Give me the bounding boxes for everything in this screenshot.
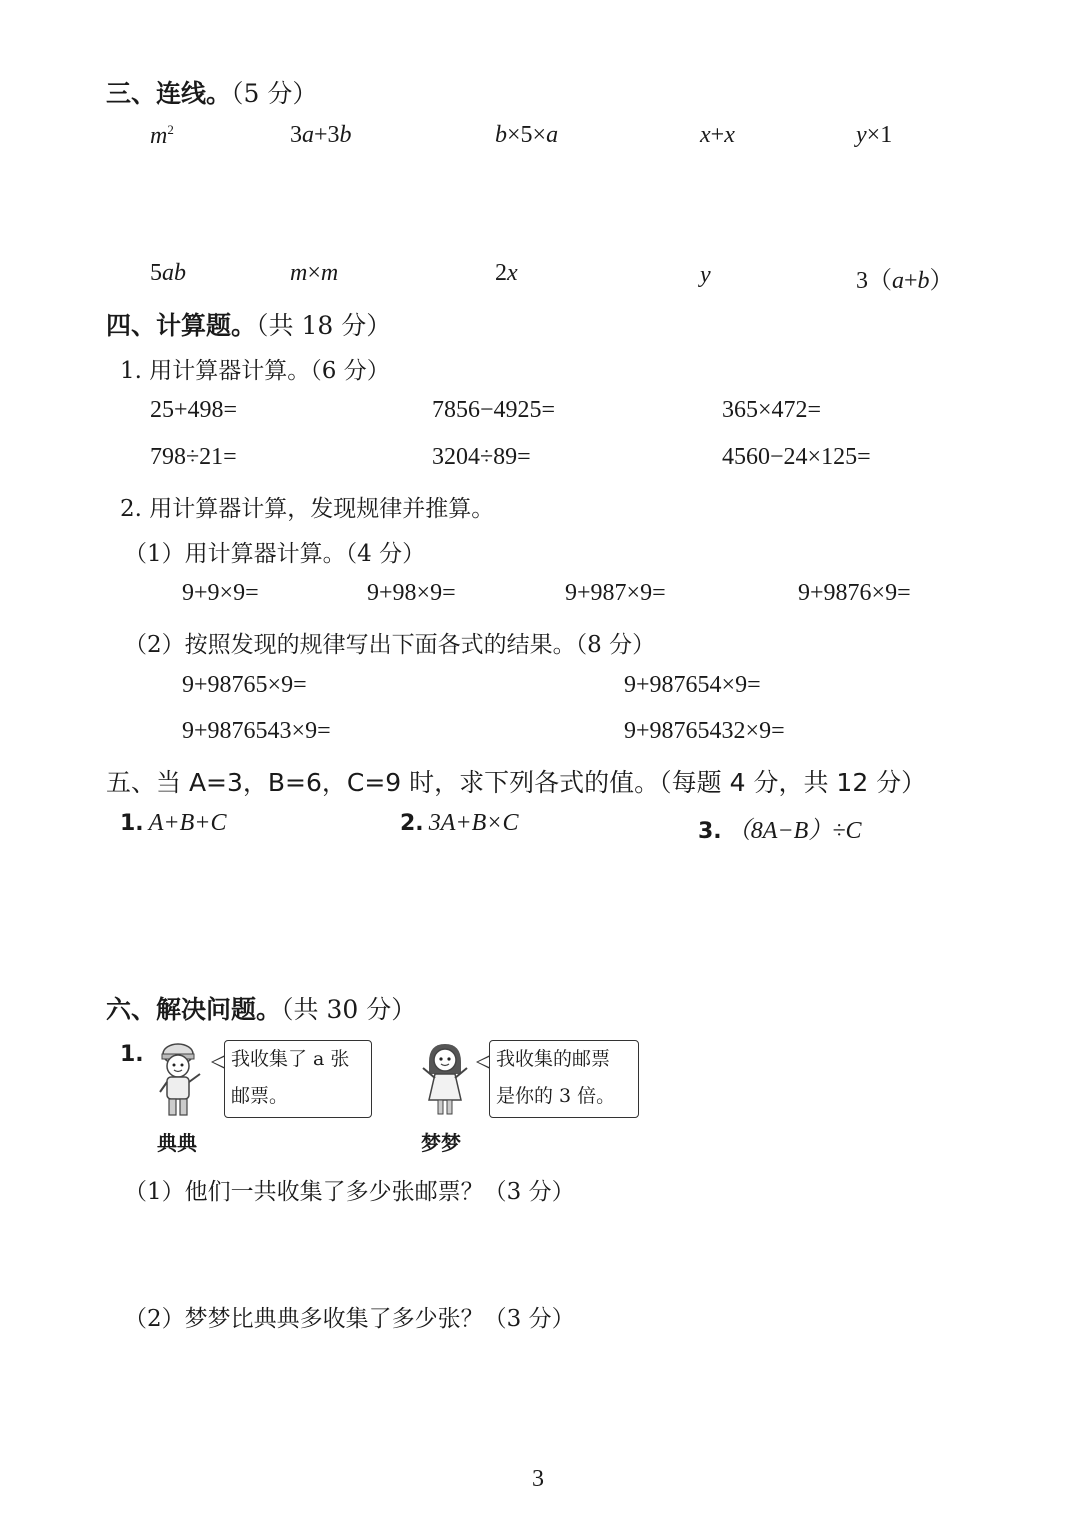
pattern-4: 9+9876×9=	[798, 580, 911, 606]
match-top-4[interactable]: x+x	[700, 122, 735, 148]
eval-item-2	[400, 810, 518, 837]
q1-label: 1. 用计算器计算。（6 分）	[120, 358, 390, 384]
eval-num-1: 1.	[120, 811, 144, 836]
section4-points: （共 18 分）	[256, 311, 392, 340]
section6-heading	[106, 990, 416, 1026]
eval-num-2: 2.	[400, 811, 424, 836]
infer-4: 9+98765432×9=	[624, 718, 785, 744]
calc-2-2: 3204÷89=	[432, 444, 531, 470]
q2-sub1-label: （1）用计算器计算。（4 分）	[124, 541, 426, 567]
section3-points: （5 分）	[231, 79, 318, 108]
section5-title: 五、当 A=3，B=6，C=9 时，求下列各式的值。（每题 4 分，共 12 分）	[106, 768, 927, 797]
section3-heading	[106, 74, 317, 110]
section6-title: 六、解决问题。	[106, 995, 282, 1024]
boy-character-illustration	[150, 1040, 206, 1120]
pattern-1: 9+9×9=	[182, 580, 259, 606]
pattern-3: 9+987×9=	[565, 580, 666, 606]
bubble-tail-girl	[476, 1055, 490, 1069]
match-top-3[interactable]: b×5×a	[495, 122, 559, 148]
bubble-tail-boy	[211, 1055, 225, 1069]
calc-1-1: 25+498=	[150, 397, 238, 423]
match-top-2[interactable]: 3a+3b	[290, 122, 352, 148]
match-bottom-5[interactable]: 3（a+b）	[856, 268, 954, 294]
speech-bubble-girl	[489, 1040, 639, 1118]
section4-title: 四、计算题。	[106, 311, 257, 340]
bubble1-line2: 邮票。	[231, 1085, 289, 1107]
pattern-2: 9+98×9=	[367, 580, 456, 606]
q2-sub2-label: （2）按照发现的规律写出下面各式的结果。（8 分）	[124, 632, 656, 658]
name-diandian: 典典	[157, 1131, 197, 1155]
infer-3: 9+9876543×9=	[182, 718, 331, 744]
calc-2-1: 798÷21=	[150, 444, 237, 470]
match-bottom-3[interactable]: 2x	[495, 260, 518, 286]
eval-expr-1: A+B+C	[148, 810, 227, 836]
eval-item-3	[698, 810, 861, 845]
bubble2-line2: 是你的 3 倍。	[496, 1085, 616, 1107]
s6-sub1: （1）他们一共收集了多少张邮票？（3 分）	[124, 1179, 575, 1205]
speech-bubble-boy	[224, 1040, 372, 1118]
calc-1-2: 7856−4925=	[432, 397, 556, 423]
match-bottom-4[interactable]: y	[700, 262, 711, 288]
s6-sub2: （2）梦梦比典典多收集了多少张？（3 分）	[124, 1306, 575, 1332]
page-number: 3	[532, 1466, 544, 1492]
bubble1-line1: 我收集了 a 张	[231, 1048, 350, 1070]
section3-title: 三、连线。	[106, 79, 232, 108]
q2-label: 2. 用计算器计算，发现规律并推算。	[120, 496, 495, 522]
match-bottom-1[interactable]: 5ab	[150, 260, 186, 286]
eval-item-1	[120, 810, 226, 837]
match-top-1[interactable]: $m^2$	[150, 122, 174, 149]
calc-2-3: 4560−24×125=	[722, 444, 871, 470]
girl-character-illustration	[415, 1040, 475, 1120]
eval-expr-3: （8A−B）÷C	[726, 818, 862, 844]
eval-num-3: 3.	[698, 819, 722, 844]
infer-2: 9+987654×9=	[624, 672, 761, 698]
eval-expr-2: 3A+B×C	[428, 810, 519, 836]
s6-q1-num: 1.	[120, 1042, 144, 1067]
infer-1: 9+98765×9=	[182, 672, 307, 698]
match-bottom-2[interactable]: m×m	[290, 260, 339, 286]
section6-points: （共 30 分）	[281, 995, 417, 1024]
name-mengmeng: 梦梦	[421, 1131, 461, 1155]
calc-1-3: 365×472=	[722, 397, 822, 423]
bubble2-line1: 我收集的邮票	[496, 1048, 611, 1070]
section4-heading	[106, 306, 391, 342]
match-top-5[interactable]: y×1	[856, 122, 893, 148]
